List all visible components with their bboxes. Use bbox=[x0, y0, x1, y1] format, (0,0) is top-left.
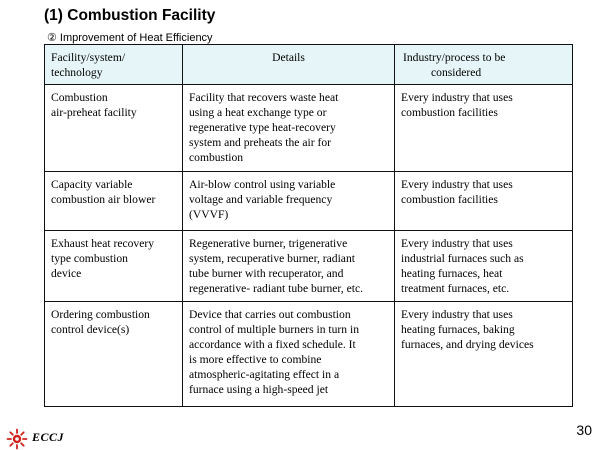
cell-details bbox=[183, 302, 395, 407]
cell-line: combustion air blower bbox=[51, 193, 156, 206]
cell-line: control device(s) bbox=[51, 323, 130, 336]
heat-efficiency-table bbox=[44, 44, 573, 407]
cell-line: control of multiple burners in turn in bbox=[189, 323, 360, 336]
cell-line: Capacity variable bbox=[51, 178, 133, 191]
cell-line: system and preheats the air for bbox=[189, 136, 331, 149]
header-industry bbox=[395, 45, 573, 85]
cell-industry bbox=[395, 85, 573, 172]
table-header-row bbox=[45, 45, 573, 85]
eccj-sunburst-logo-icon bbox=[6, 428, 28, 450]
cell-line: tube burner with recuperator, and bbox=[189, 267, 344, 280]
header-facility bbox=[45, 45, 183, 85]
cell-line: voltage and variable frequency bbox=[189, 193, 333, 206]
cell-line: heating furnaces, baking bbox=[401, 323, 515, 336]
cell-facility bbox=[45, 302, 183, 407]
table-row bbox=[45, 231, 573, 302]
cell-facility bbox=[45, 172, 183, 231]
cell-line: combustion facilities bbox=[401, 106, 498, 119]
cell-line: Exhaust heat recovery bbox=[51, 237, 155, 250]
cell-line: Device that carries out combustion bbox=[189, 308, 351, 321]
cell-line: type combustion bbox=[51, 252, 128, 265]
header-industry-line: Industry/process to be bbox=[403, 51, 506, 64]
cell-details bbox=[183, 85, 395, 172]
logo-text: ECCJ bbox=[32, 430, 65, 444]
header-facility-line: technology bbox=[51, 66, 103, 79]
cell-line: Every industry that uses bbox=[401, 91, 513, 104]
cell-line: Every industry that uses bbox=[401, 178, 513, 191]
cell-line: device bbox=[51, 267, 82, 280]
cell-line: Ordering combustion bbox=[51, 308, 150, 321]
table-row bbox=[45, 85, 573, 172]
page-number: 30 bbox=[576, 422, 592, 438]
cell-industry bbox=[395, 231, 573, 302]
table-row bbox=[45, 172, 573, 231]
cell-line: regenerative type heat-recovery bbox=[189, 121, 336, 134]
table-row bbox=[45, 302, 573, 407]
cell-line: using a heat exchange type or bbox=[189, 106, 327, 119]
cell-line: industrial furnaces such as bbox=[401, 252, 524, 265]
cell-line: accordance with a fixed schedule. It bbox=[189, 338, 356, 351]
cell-line: Every industry that uses bbox=[401, 237, 513, 250]
header-facility-line: Facility/system/ bbox=[51, 51, 126, 64]
cell-industry bbox=[395, 172, 573, 231]
cell-details bbox=[183, 231, 395, 302]
cell-line: Combustion bbox=[51, 91, 108, 104]
cell-line: is more effective to combine bbox=[189, 353, 322, 366]
cell-line: furnaces, and drying devices bbox=[401, 338, 534, 351]
slide-title: (1) Combustion Facility bbox=[44, 7, 216, 24]
cell-line: regenerative- radiant tube burner, etc. bbox=[189, 282, 363, 295]
table-header bbox=[45, 45, 573, 85]
header-details: Details bbox=[183, 45, 395, 85]
cell-line: system, recuperative burner, radiant bbox=[189, 252, 355, 265]
cell-line: combustion bbox=[189, 151, 244, 164]
cell-line: atmospheric-agitating effect in a bbox=[189, 368, 340, 381]
cell-line: (VVVF) bbox=[189, 208, 229, 221]
cell-line: air-preheat facility bbox=[51, 106, 137, 119]
cell-line: Every industry that uses bbox=[401, 308, 513, 321]
cell-line: furnace using a high-speed jet bbox=[189, 383, 329, 396]
header-industry-line: considered bbox=[431, 66, 482, 79]
cell-facility bbox=[45, 85, 183, 172]
eccj-logo bbox=[6, 428, 92, 448]
cell-line: Air-blow control using variable bbox=[189, 178, 336, 191]
cell-line: Facility that recovers waste heat bbox=[189, 91, 339, 104]
cell-line: heating furnaces, heat bbox=[401, 267, 503, 280]
table-body bbox=[45, 85, 573, 407]
cell-details bbox=[183, 172, 395, 231]
cell-facility bbox=[45, 231, 183, 302]
cell-line: treatment furnaces, etc. bbox=[401, 282, 510, 295]
cell-industry bbox=[395, 302, 573, 407]
cell-line: Regenerative burner, trigenerative bbox=[189, 237, 348, 250]
slide-subtitle: ② Improvement of Heat Efficiency bbox=[47, 32, 213, 44]
cell-line: combustion facilities bbox=[401, 193, 498, 206]
